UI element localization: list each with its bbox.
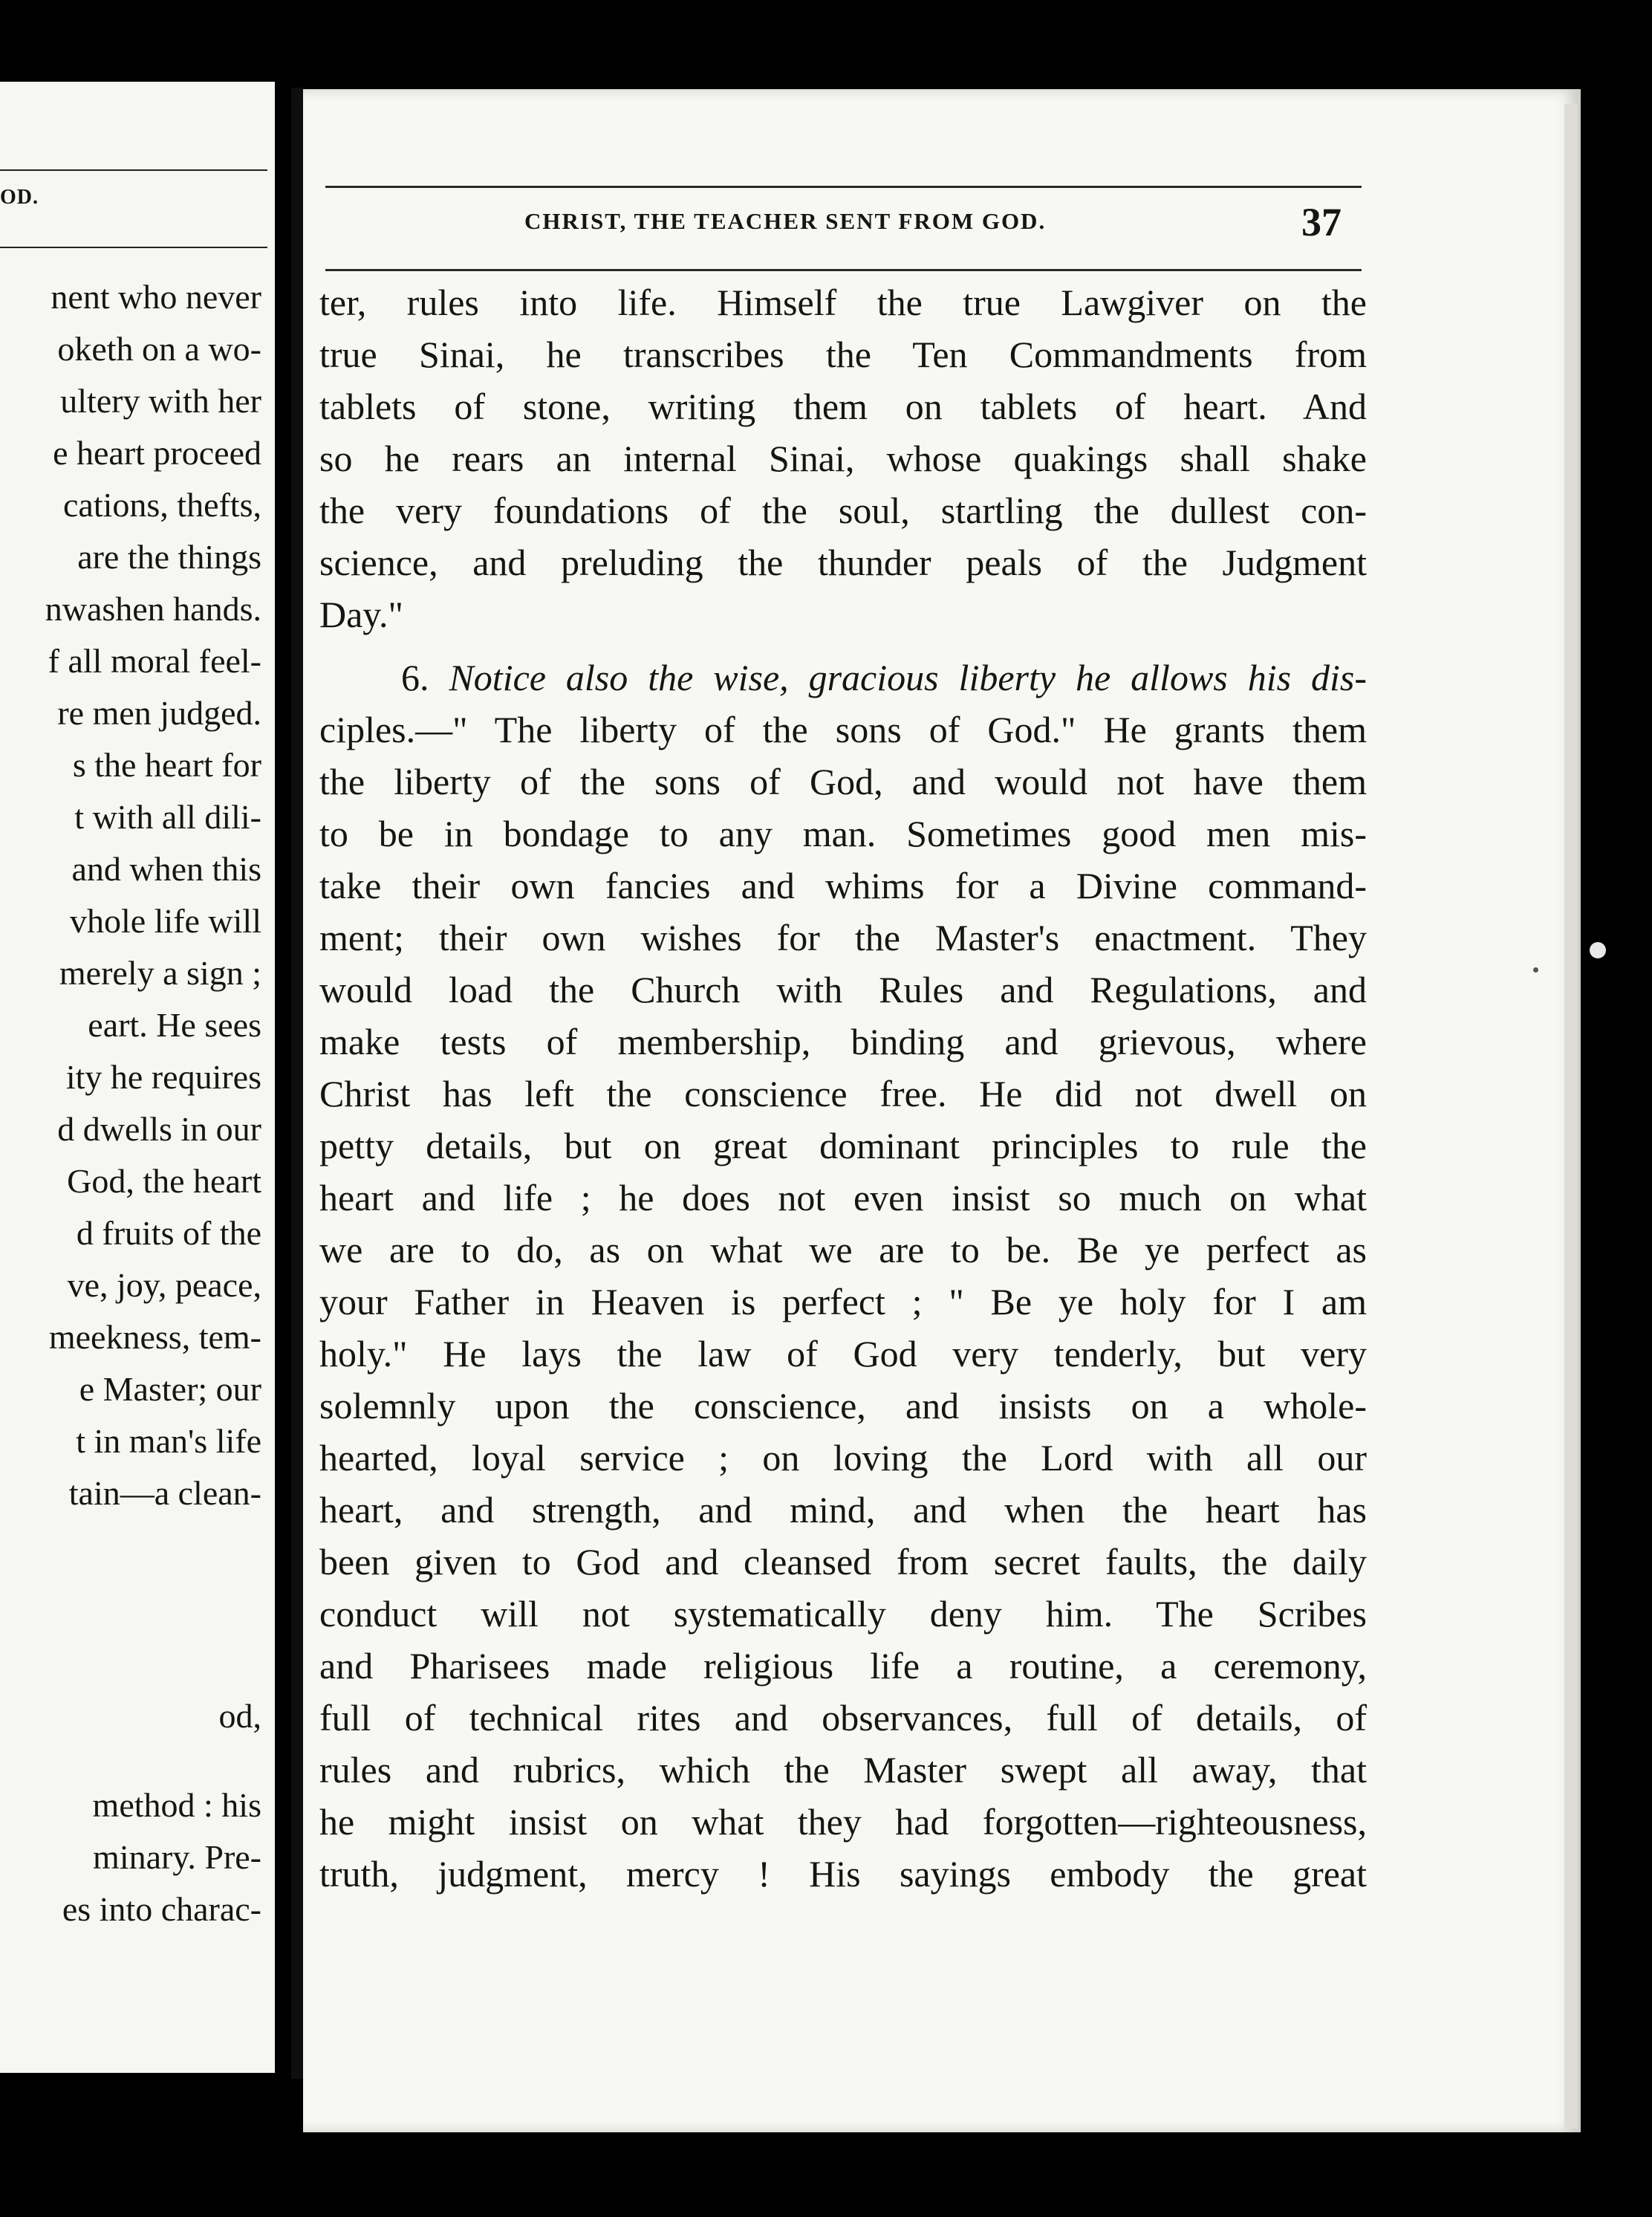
left-text-line: are the things (77, 538, 261, 576)
left-text-line: t in man's life (76, 1422, 261, 1460)
left-running-head: OD. (0, 186, 39, 209)
left-text-line: nent who never (51, 278, 261, 316)
paper-dot (1533, 967, 1538, 973)
page-number: 37 (1301, 200, 1342, 244)
text-line: make tests of membership, binding and grievous, where (319, 1021, 1367, 1062)
left-text-line: and when this (71, 850, 261, 888)
left-text-line: God, the heart (67, 1162, 261, 1200)
left-text-line: d fruits of the (76, 1214, 261, 1252)
left-text-line: meekness, tem- (48, 1318, 261, 1356)
text-line: Christ has left the conscience free. He did not dwell on (319, 1073, 1367, 1114)
paper-speck (1590, 942, 1606, 958)
text-line: he might insist on what they had forgotten—righteousness, (319, 1801, 1367, 1843)
left-text-line: s the heart for (72, 746, 261, 784)
text-line: ciples.—" The liberty of the sons of God." He grants them (319, 709, 1367, 750)
text-line: and Pharisees made religious life a routine, a ceremony, (319, 1645, 1367, 1687)
page-edge (1564, 104, 1578, 2129)
item-6-heading (401, 652, 1367, 704)
text-line: heart and life ; he does not even insist so much on what (319, 1177, 1367, 1218)
left-text-line: vhole life will (69, 902, 261, 940)
item-6-italic-text: Notice also the wise, gracious liberty he allows his dis- (449, 657, 1367, 698)
text-line: tablets of stone, writing them on tablets of heart. And (319, 386, 1367, 427)
text-line: conduct will not systematically deny him. The Scribes (319, 1593, 1367, 1635)
text-line: petty details, but on great dominant principles to rule the (319, 1125, 1367, 1166)
left-text-line: merely a sign ; (59, 954, 261, 992)
left-text-line: od, (218, 1697, 261, 1735)
left-text-line: ve, joy, peace, (67, 1266, 261, 1304)
text-line: science, and preluding the thunder peals of the Judgment (319, 542, 1367, 583)
text-line: full of technical rites and observances, full of details, of (319, 1697, 1367, 1739)
text-line: hearted, loyal service ; on loving the Lord with all our (319, 1437, 1367, 1478)
text-line: ter, rules into life. Himself the true Lawgiver on the (319, 282, 1367, 323)
left-page-fragment (0, 82, 275, 2073)
header-rule-top (325, 186, 1362, 188)
text-line: the very foundations of the soul, startling the dullest con- (319, 490, 1367, 531)
left-text-line: es into charac- (62, 1890, 261, 1928)
text-line: rules and rubrics, which the Master swept all away, that (319, 1749, 1367, 1791)
left-text-line: method : his (92, 1786, 261, 1824)
left-text-line: t with all dili- (74, 798, 261, 836)
text-line: your Father in Heaven is perfect ; " Be ye holy for I am (319, 1281, 1367, 1322)
left-text-line: e heart proceed (53, 434, 261, 472)
header-rule-bottom (325, 269, 1362, 271)
left-text-line: e Master; our (79, 1370, 261, 1408)
left-text-line: tain—a clean- (68, 1474, 261, 1512)
text-line: Day." (319, 594, 403, 635)
text-line: the liberty of the sons of God, and would not have them (319, 761, 1367, 802)
left-text-line: eart. He sees (88, 1006, 261, 1044)
text-line: would load the Church with Rules and Regulations, and (319, 969, 1367, 1010)
running-head: CHRIST, THE TEACHER SENT FROM GOD. (524, 208, 1047, 234)
text-line: so he rears an internal Sinai, whose quakings shall shake (319, 438, 1367, 479)
left-text-line: d dwells in our (57, 1110, 261, 1148)
left-text-line: minary. Pre- (93, 1838, 261, 1876)
left-page-text (0, 82, 267, 2073)
text-line: to be in bondage to any man. Sometimes good men mis- (319, 813, 1367, 854)
text-line: solemnly upon the conscience, and insists on a whole- (319, 1385, 1367, 1426)
left-text-line: nwashen hands. (45, 590, 261, 628)
text-line: heart, and strength, and mind, and when the heart has (319, 1489, 1367, 1531)
item-number: 6. (401, 657, 429, 698)
left-text-line: cations, thefts, (63, 486, 261, 524)
left-text-line: re men judged. (57, 694, 261, 732)
text-line: we are to do, as on what we are to be. Be ye perfect as (319, 1229, 1367, 1270)
left-text-line: ultery with her (60, 382, 261, 420)
left-text-line: f all moral feel- (48, 642, 261, 680)
text-line: true Sinai, he transcribes the Ten Commandments from (319, 334, 1367, 375)
text-line: truth, judgment, mercy ! His sayings embody the great (319, 1853, 1367, 1895)
left-text-line: ity he requires (65, 1058, 261, 1096)
text-line: holy." He lays the law of God very tenderly, but very (319, 1333, 1367, 1374)
text-line: been given to God and cleansed from secret faults, the daily (319, 1541, 1367, 1583)
left-text-line: oketh on a wo- (57, 330, 261, 368)
text-line: ment; their own wishes for the Master's enactment. They (319, 917, 1367, 958)
text-line: take their own fancies and whims for a Divine command- (319, 865, 1367, 906)
